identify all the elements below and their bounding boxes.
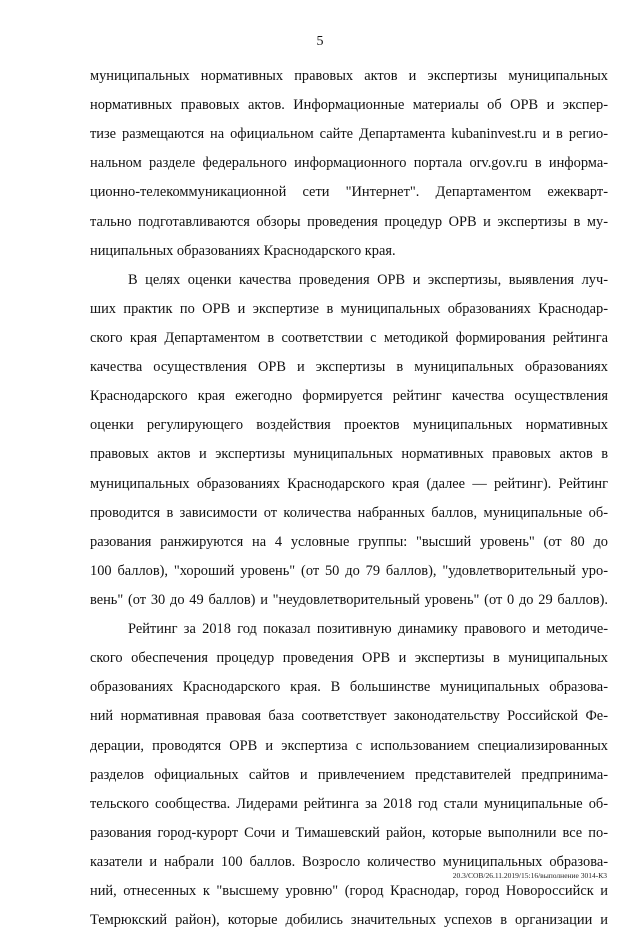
- text-line: оценки регулирующего воздействия проектов муниципальных нормативных: [90, 417, 608, 433]
- text-line: Темрюкский район), которые добились значительных успехов в организации и: [90, 912, 608, 928]
- text-line: ний, отнесенных к "высшему уровню" (город Краснодар, город Новороссийск и: [90, 883, 608, 899]
- text-line: разования ранжируются на 4 условные группы: "высший уровень" (от 80 до: [90, 534, 608, 550]
- text-line: ционно-телекоммуникационной сети "Интернет". Департаментом ежекварт-: [90, 184, 608, 200]
- text-line: ний нормативная правовая база соответствует законодательству Российской Фе-: [90, 708, 608, 724]
- text-line: В целях оценки качества проведения ОРВ и экспертизы, выявления луч-: [128, 272, 608, 288]
- page-number: 5: [316, 34, 324, 49]
- text-line: тельского сообщества. Лидерами рейтинга за 2018 год стали муниципальные об-: [90, 796, 608, 812]
- text-line: проводится в зависимости от количества набранных баллов, муниципальные об-: [90, 505, 608, 521]
- text-line: ского края Департаментом в соответствии с методикой формирования рейтинга: [90, 330, 608, 346]
- text-line: разования город-курорт Сочи и Тимашевский район, которые выполнили все по-: [90, 825, 608, 841]
- text-line: ших практик по ОРВ и экспертизе в муниципальных образованиях Краснодар-: [90, 301, 608, 317]
- text-line: нальном разделе федерального информационного портала orv.gov.ru в информа-: [90, 155, 608, 171]
- footer-code: 20.3/СОВ/26.11.2019/15:16/выполнение 3014-К3: [452, 871, 607, 880]
- text-line: муниципальных образованиях Краснодарского края (далее — рейтинг). Рейтинг: [90, 476, 608, 492]
- text-line: вень" (от 30 до 49 баллов) и "неудовлетворительный уровень" (от 0 до 29 баллов).: [90, 592, 608, 608]
- text-line: дерации, проводятся ОРВ и экспертиза с использованием специализированных: [90, 738, 608, 754]
- text-line: правовых актов и экспертизы муниципальных нормативных правовых актов в: [90, 446, 608, 462]
- text-line: разделов официальных сайтов и привлечением представителей предпринима-: [90, 767, 608, 783]
- text-line: тизе размещаются на официальном сайте Департамента kubaninvest.ru и в регио-: [90, 126, 608, 142]
- text-line: муниципальных нормативных правовых актов и экспертизы муниципальных: [90, 68, 608, 84]
- text-line: 100 баллов), "хороший уровень" (от 50 до 79 баллов), "удовлетворительный уро-: [90, 563, 608, 579]
- text-line: качества осуществления ОРВ и экспертизы в муниципальных образованиях: [90, 359, 608, 375]
- text-line: Рейтинг за 2018 год показал позитивную динамику правового и методиче-: [128, 621, 608, 637]
- text-line: тально подготавливаются обзоры проведения процедур ОРВ и экспертизы в му-: [90, 214, 608, 230]
- text-line: казатели и набрали 100 баллов. Возросло количество муниципальных образова-: [90, 854, 608, 870]
- text-line: нормативных правовых актов. Информационные материалы об ОРВ и экспер-: [90, 97, 608, 113]
- text-line: ского обеспечения процедур проведения ОРВ и экспертизы в муниципальных: [90, 650, 608, 666]
- text-line: образованиях Краснодарского края. В большинстве муниципальных образова-: [90, 679, 608, 695]
- text-line: Краснодарского края ежегодно формируется рейтинг качества осуществления: [90, 388, 608, 404]
- text-line: ниципальных образованиях Краснодарского края.: [90, 243, 396, 259]
